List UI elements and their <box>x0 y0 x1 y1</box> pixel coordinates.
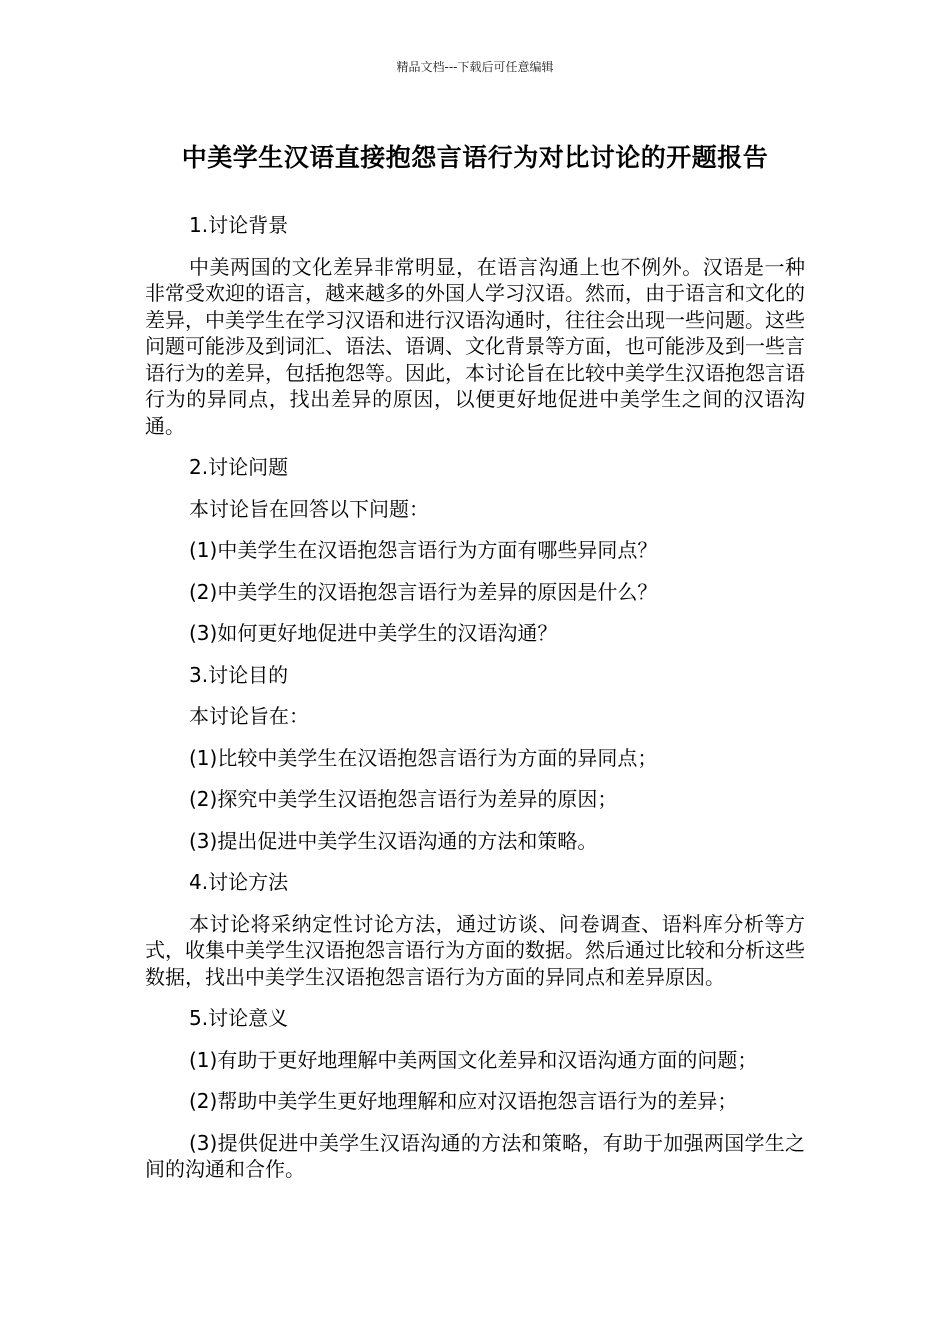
background-paragraph: 中美两国的文化差异非常明显，在语言沟通上也不例外。汉语是一种非常受欢迎的语言，越来越多的外国人学习汉语。然而，由于语言和文化的差异，中美学生在学习汉语和进行汉语沟通时，往往会出现一些问题。这些问题可能涉及到词汇、语法、语调、文化背景等方面，也可能涉及到一些言语行为的差异，包括抱怨等。因此，本讨论旨在比较中美学生汉语抱怨言语行为的异同点，找出差异的原因，以便更好地促进中美学生之间的汉语沟通。 <box>145 254 805 438</box>
section-heading-questions: 2.讨论问题 <box>189 455 289 479</box>
section-heading-method: 4.讨论方法 <box>189 870 289 894</box>
purpose-item-1: (1)比较中美学生在汉语抱怨言语行为方面的异同点； <box>189 745 658 770</box>
section-heading-purpose: 3.讨论目的 <box>189 662 289 687</box>
section-heading-significance: 5.讨论意义 <box>189 1006 289 1030</box>
document-body <box>145 212 805 1198</box>
page-header-note: 精品文档---下载后可任意编辑 <box>396 60 554 74</box>
purpose-intro: 本讨论旨在： <box>189 704 309 728</box>
significance-item-1: (1)有助于更好地理解中美两国文化差异和汉语沟通方面的问题； <box>189 1047 758 1072</box>
question-item-2: (2)中美学生的汉语抱怨言语行为差异的原因是什么？ <box>189 579 658 604</box>
method-paragraph: 本讨论将采纳定性讨论方法，通过访谈、问卷调查、语料库分析等方式，收集中美学生汉语抱怨言语行为方面的数据。然后通过比较和分析这些数据，找出中美学生汉语抱怨言语行为方面的异同点和差异原因。 <box>145 911 805 989</box>
document-title: 中美学生汉语直接抱怨言语行为对比讨论的开题报告 <box>181 143 769 172</box>
purpose-item-3: (3)提出促进中美学生汉语沟通的方法和策略。 <box>189 828 598 853</box>
question-item-3: (3)如何更好地促进中美学生的汉语沟通？ <box>189 621 558 645</box>
significance-item-3: (3)提供促进中美学生汉语沟通的方法和策略，有助于加强两国学生之间的沟通和合作。 <box>145 1130 805 1181</box>
questions-intro: 本讨论旨在回答以下问题： <box>189 496 429 521</box>
purpose-item-2: (2)探究中美学生汉语抱怨言语行为差异的原因； <box>189 787 618 811</box>
significance-item-2: (2)帮助中美学生更好地理解和应对汉语抱怨言语行为的差异； <box>189 1089 738 1113</box>
question-item-1: (1)中美学生在汉语抱怨言语行为方面有哪些异同点？ <box>189 538 658 562</box>
section-heading-background: 1.讨论背景 <box>189 213 289 237</box>
